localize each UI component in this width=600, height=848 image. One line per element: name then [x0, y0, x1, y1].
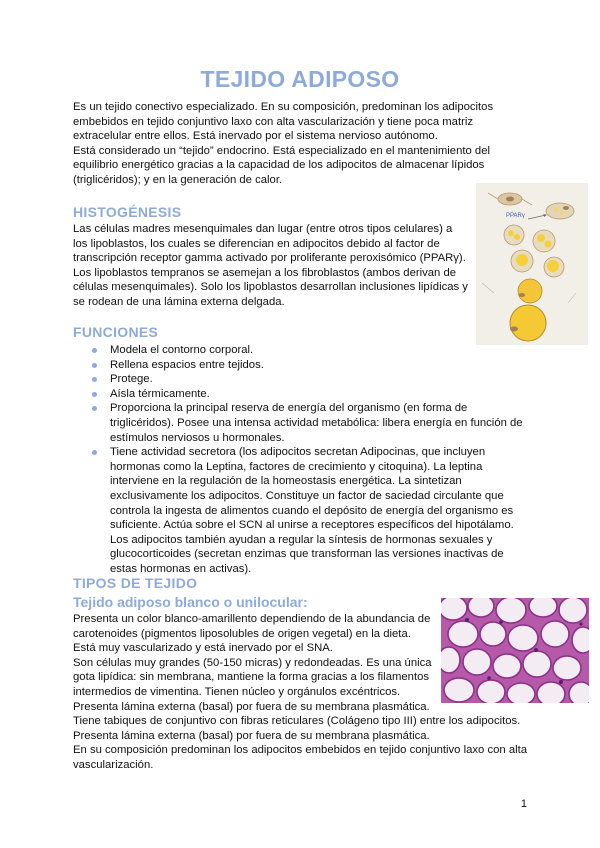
histogenesis-figure [476, 183, 588, 345]
funciones-list [91, 343, 531, 577]
funciones-heading: FUNCIONES [73, 324, 159, 340]
white-adipose-micrograph [441, 598, 589, 703]
list-item: Proporciona la principal reserva de energía del organismo (en forma de triglicéridos). Posee una intensa actividad metabólica: libera energía en función de estímulos nerviosos u hormonales. [91, 401, 531, 445]
tipos-heading: TIPOS DE TEJIDO [73, 575, 198, 591]
list-item: Modela el contorno corporal. [91, 343, 531, 358]
bullet-icon [92, 450, 97, 455]
tipos-paragraph-3: Presenta lámina externa (basal) por fuera de su membrana plasmática. [73, 700, 430, 713]
histogenesis-heading: HISTOGÉNESIS [73, 204, 182, 220]
histogenesis-paragraph: Las células madres mesenquimales dan lugar (entre otros tipos celulares) a los lipoblastos, los cuales se diferencian en adipocitos debido al factor de transcripción receptor gamma activado por proliferante peroxisómico (PPARγ). Los lipoblastos tempranos se asemejan a los fibroblastos (ambos derivan de células mesenquimales). Solo los lipoblastos desarrollan inclusiones lipídicas y se rodean de una lámina externa delgada. [73, 223, 468, 308]
tejido-blanco-subheading: Tejido adiposo blanco o unilocular: [73, 594, 308, 610]
intro-section [73, 100, 528, 188]
ppar-label: PPARγ [506, 213, 525, 219]
list-item: Aísla térmicamente. [91, 387, 531, 402]
list-item: Rellena espacios entre tejidos. [91, 358, 531, 373]
adipocyte-micrograph-image [441, 598, 589, 703]
bullet-icon [92, 348, 97, 353]
list-item: Tiene actividad secretora (los adipocitos secretan Adipocinas, que incluyen hormonas como la Leptina, factores de crecimiento y citoquina). La leptina interviene en la regulación de la homeostasis energética. La sintetizan exclusivamente los adipocitos. Constituye un factor de saciedad circulante que controla la ingesta de alimentos cuando el depósito de energía del organismo es suficiente. Actúa sobre el SCN al unirse a receptores específicos del hipotálamo. Los adipocitos también ayudan a regular la síntesis de hormonas sexuales y glucocorticoides (secretan enzimas que transforman las versiones inactivas de estas hormonas en activas). [91, 445, 531, 576]
tipos-paragraph-6: En su composición predominan los adipocitos embebidos en tejido conjuntivo laxo con alta vascularización. [73, 744, 528, 771]
bullet-icon [92, 363, 97, 368]
bullet-icon [92, 406, 97, 411]
bullet-icon [92, 377, 97, 382]
tejido-blanco-section-bottom [73, 714, 533, 772]
document-title: TEJIDO ADIPOSO [200, 66, 400, 92]
list-item: Protege. [91, 372, 531, 387]
intro-paragraph-1: Es un tejido conectivo especializado. En su composición, predominan los adipocitos embebidos en tejido conjuntivo laxo con alta vascularización y tiene poca matriz extracelular entre ellos. Está inervado por el sistema nervioso autónomo. [73, 101, 494, 143]
tipos-paragraph-4: Tiene tabiques de conjuntivo con fibras reticulares (Colágeno tipo III) entre los adipocitos. [73, 715, 521, 727]
adipocyte-differentiation-diagram [476, 183, 588, 345]
intro-paragraph-2: Está considerado un “tejido” endocrino. Está especializado en el mantenimiento del equilibrio energético gracias a la capacidad de los adipocitos de almacenar lípidos (triglicéridos); y en la generación de calor. [73, 144, 490, 186]
histogenesis-section [73, 222, 468, 310]
bullet-icon [92, 392, 97, 397]
tipos-paragraph-2: Son células muy grandes (50-150 micras) y redondeadas. Es una única gota lipídica: sin membrana, mantiene la forma gracias a los filamentos intermedios de vimentina. Tienen núcleo y orgánulos excéntricos. [73, 656, 432, 698]
tipos-paragraph-5: Presenta lámina externa (basal) por fuera de su membrana plasmática. [73, 729, 430, 742]
tipos-paragraph-1: Presenta un color blanco-amarillento dependiendo de la abundancia de carotenoides (pigmentos liposolubles de origen vegetal) en la dieta. Está muy vascularizado y está inervado por el SNA. [73, 613, 431, 655]
tejido-blanco-section-top [73, 612, 433, 714]
page-number: 1 [520, 798, 527, 810]
